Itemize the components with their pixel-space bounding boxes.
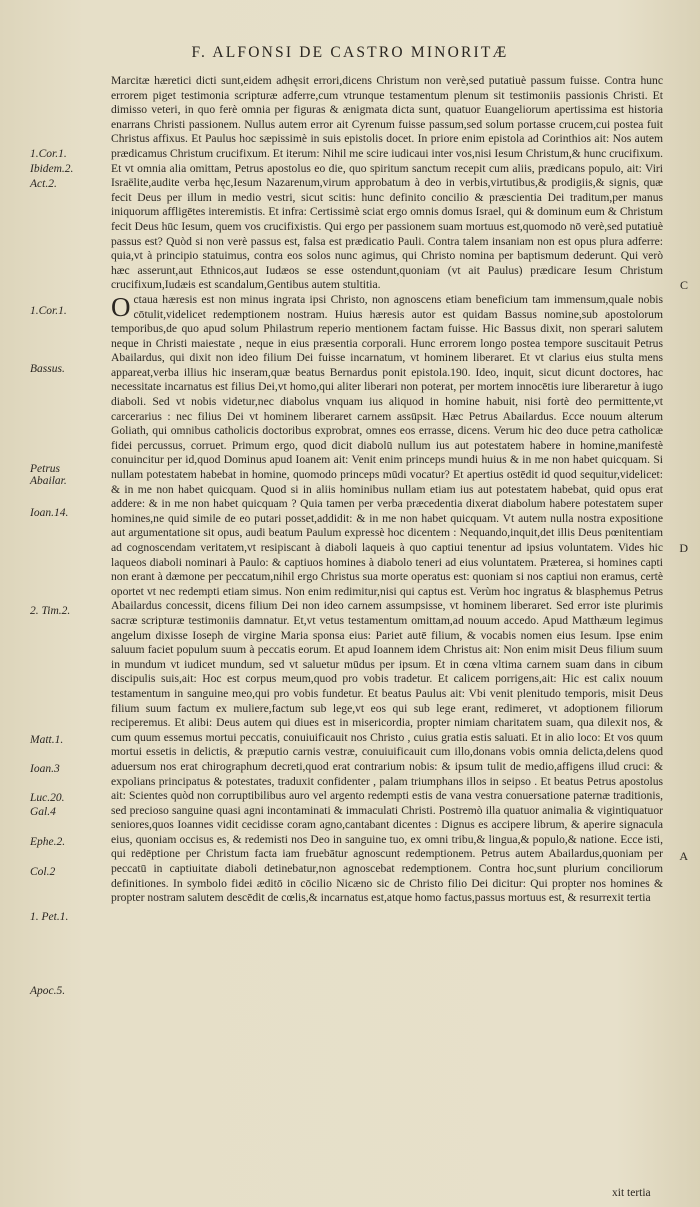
catchword: xit tertia [612,1187,651,1199]
margin-note: Matt.1. [30,734,64,746]
main-text [111,74,663,906]
running-header [0,44,700,62]
margin-note: 2. Tim.2. [30,605,71,617]
margin-note: Act.2. [30,178,57,190]
margin-note: Ephe.2. [30,836,66,848]
margin-note: 1.Cor.1. [30,148,67,160]
margin-note: Col.2 [30,866,56,878]
running-title: F. ALFONSI DE CASTRO MINORITÆ [191,44,509,61]
section-letter: D [679,541,688,555]
margin-note: Luc.20. [30,792,65,804]
margin-note: Ioan.14. [30,507,69,519]
paragraph: Marcitæ hæretici dicti sunt,eidem adhęsit errori,dicens Christum non verè,sed putatiuè passum fuisse. Contra hunc errorem piget testimonia scripturæ adferre,cum vtrunque testamentum plenum sit testimoniis passionis Christi. Et dimisso veteri, in quo ferè omnia per figuras & ænigmata dicta sunt, quatuor Euangeliorum apertissima est historia enarrans Christi passionem. Nullus autem error ait Cyrenum fuisse passum,sed solum portasse crucem,cui postea fuit Christus affixus. Et Paulus hoc sæpissimè in suis epistolis docet. In priore enim epistola ad Corinthios ait: Nos autem prædicamus Christum crucifixum. Et iterum: Nihil me scire iudicaui inter vos,nisi Iesum Christum,& hunc crucifixum. Et vt omnia alia omittam, Petrus apostolus eo die, quo spiritum sanctum recepit cum aliis, prædicans populo, ait: Viri Israëlite,audite verba hęc,Iesum Nazarenum,virum approbatum à deo in verbis,virtutibus,& prodigiis,& signis, quæ fecit Deus per illum in medio vestri, sicut scitis: hunc definito concilio & præscientia Dei traditum,per manus iniquorum affligētes interemistis. Et infra: Certissimè sciat ergo omnis domus Israel, qui & dominum eum & Christum fecit Deus hūc Iesum, quem vos crucifixistis. Qui ergo per passionem suam mortuus est,quomodo nō verè,sed putatiuè passus est? Quòd si non verè passus est, falsa est prædicatio Pauli. Contra talem insaniam non est opus plura adferre: quia,vt à principio statuimus, contra eos solos nunc agimus, qui Christo nomina per baptismum dederunt. Qui verò hæc asserunt,aut Ethnicos,aut Iudæos se esse ostendunt,quoniam (vt ait Paulus) prædicare Iesum Christum crucifixum,Iudæis est scandalum,Gentibus autem stultitia. [111,74,663,292]
margin-note: 1.Cor.1. [30,305,67,317]
margin-note: Apoc.5. [30,985,66,997]
margin-note: Ibidem.2. [30,163,74,175]
section-letter: A [679,849,688,863]
margin-note: 1. Pet.1. [30,911,69,923]
paragraph: Octaua hæresis est non minus ingrata ipsi Christo, non agnoscens etiam beneficium tam immensum,quale nobis cōtulit,videlicet redemptionem nostram. Huius hæresis autor est quidam Bassus nomine,sub apostolorum temporibus,de quo apud solum Philastrum reperio mentionem factam fuisse. Hic Bassus dixit, non sperari salutem neque in Christi maiestate , neque in eius præsentia corporali. Hunc errorem longo postea tempore suscitauit Petrus Abailardus, qui dixit non ideo filium Dei fuisse incarnatum, vt hominem liberaret. Et vt clarius eius stulta mens appareat,verba illius hic inseram,quæ beatus Bernardus ponit epistola.190. Ideo, inquit, sicut dicunt doctores, hac necessitate incarnatus est filius Dei,vt homo,qui aliter liberari non poterat, per mortem innocētis iure liberaretur à iugo diaboli. Sed vt nobis videtur,nec diabolus vnquam ius aliquod in homine habuit, nisi fortè deo permittente,vt carcerarius : nec filius Dei vt hominem liberaret carnem assūpsit. Hæc Petrus Abailardus. Ecce nouum alterum Goliath, qui omnibus catholicis doctoribus exprobrat, omnes eos errasse, dicens. Verum hic deo duce petra catholicæ fidei percussus, corruet. Primum ergo, quod dicit diabolū nullum ius aut potestatem habere in homine,manifestè conuincitur per id,quod Dominus apud Ioanem ait: Venit enim princeps mundi huius & in me non habet quicquam. Si nullam potestatem habebat in homine, quomodo princeps mūdi vocatur? Et apertius ostēdit id quod sequitur,videlicet: & in me non habet quicquam. Quod si in aliis hominibus nullam etiam ius aut potestatem habebat, quid opus erat addere: & in me non habet quicquam ? Quia tamen per verba præcedentia dixerat diabolum habere potestatem super homines,ne quid simile de eo putari posset,addidit: & in me non habet quicquam. Vt autem nulla nostra expositione aut argumentatione sit opus, audi beatum Paulum expressè hoc dicentem : Nequando,inquit,det illis Deus pœnitentiam ad cognoscendam veritatem,vt resipiscant à diaboli laqueis à quo captiui tenentur ad ipsius voluntatem. Vides hic laqueos diaboli nominari à Paulo: & captiuos homines à diabolo teneri ad eius voluntatem. Præterea, si homines capti non erant à dæmone per peccatum,nihil ergo Christus sua morte operatus est: quoniam si nos captiui non eramus, certè oportet vt nec redempti etiam simus. Non enim redimitur,nisi qui captus est. Verùm hoc ingratus & blasphemus Petrus Abailardus concessit, dicens filium Dei non ideo carnem assumpsisse, vt hominem liberaret. Sed error iste plurimis sacræ scripturæ testimoniis damnatur. Et,vt vetus testamentum omittam,ad nouum accedo. Apud Matthæum legimus angelum dixisse Ioseph de virgine Maria sponsa eius: Pariet autē filium, & vocabis nomen eius Iesum. Ipse enim saluum faciet populum suum à peccatis eorum. Et apud Ioannem idem Christus ait: Non enim misit Deus filium suum in mundum vt iudicet mundum, sed vt saluetur mūdus per ipsum. Et in cœna vltima carnem suam dans in cibum discipulis suis,ait: Hoc est corpus meum,quod pro vobis tradetur. Et calicem porrigens,ait: Hic est calix nouum testamentum in sanguine meo,qui pro vobis fundetur. Et beatus Paulus ait: Vbi venit plenitudo temporis, misit Deus filium suum factum ex muliere,factum sub lege,vt eos qui sub lege erant, redimeret, vt adoptionem filiorum reciperemus. Et alibi: Deus autem qui diues est in misericordia, propter nimiam charitatem suam, qua dilexit nos, & cum quum essemus mortui peccatis, conuiuificauit nos Christo , cuius gratia estis saluati. Et in alio loco: Et vos quum mortui essetis in delictis, & præputio carnis vestræ, conuiuificauit cum illo,donans vobis omnia delicta,delens quod aduersum nos erat chirographum decreti,quod erat contrarium nobis: & ipsum tulit de medio,affigens illud cruci: & expolians principatus & potestates, traduxit confidenter , palam triumphans illos in seipso . Et beatus Petrus apostolus ait: Scientes quòd non corruptibilibus auro vel argento redempti estis de vana vestra conuersatione paternæ traditionis, sed precioso sanguine quasi agni incontaminati & immaculati Christi. Postremò illa quatuor animalia & vigintiquatuor seniores,quos Ioannes vidit cecidisse coram agno,cantabant dicentes : Dignus es accipere librum, & aperire signacula eius, quoniam occisus es, & redemisti nos Deo in sanguine tuo, ex omni tribu,& lingua,& populo,& natione. Ecce isti, qui redēptione per Christum facta iam fruebātur agnoscunt redemptionem. Petrus autem Abailardus,quoniam per peccatū in captiuitate diaboli detinebatur,non agnoscebat redemptionem. Contra hoc,sunt plurium conciliorum definitiones. In symbolo fidei æditō in cōcilio Nicæno sic de Christo filio Dei dicitur: Qui propter nos homines & propter nostram salutem descēdit de cœlis,& incarnatus est,atque homo factus,passus mortuus est, & resurrexit tertia [111,291,663,905]
margin-note: Bassus. [30,363,65,375]
section-letter: C [679,278,688,292]
margin-note: Petrus Abailar. [30,463,67,487]
margin-note: Ioan.3 [30,763,60,775]
margin-note: Gal.4 [30,806,56,818]
